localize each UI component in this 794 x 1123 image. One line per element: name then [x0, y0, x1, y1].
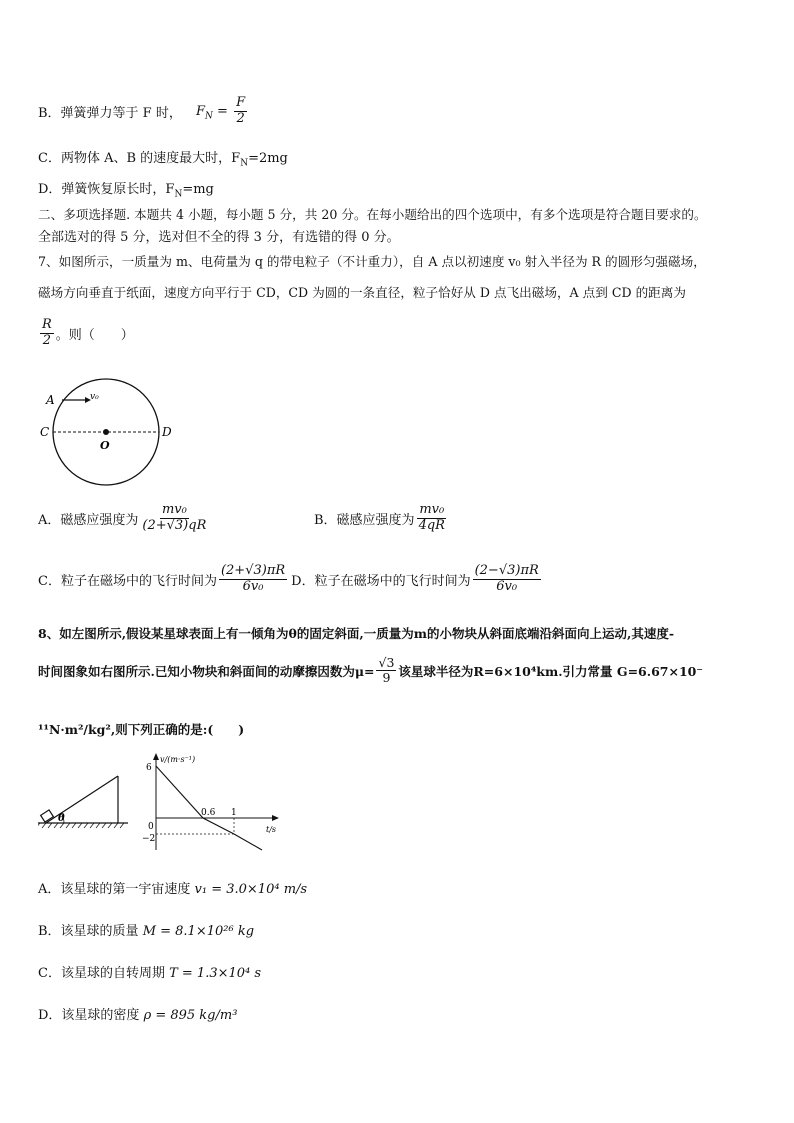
- q6-option-b-lhs: F: [195, 103, 206, 119]
- label-c: C: [40, 425, 50, 439]
- q8-stem-line1: 8、如左图所示,假设某星球表面上有一倾角为θ的固定斜面,一质量为m的小物块从斜面底端沿斜面向上运动,其速度-: [38, 626, 675, 641]
- graph-x-tick-1: 1: [231, 808, 237, 818]
- q8-velocity-time-graph: [140, 752, 280, 856]
- q8-mu-fraction: [376, 656, 396, 686]
- q7-frac-num: R: [42, 317, 52, 332]
- q6-option-c-rest: =2mg: [248, 151, 288, 166]
- q8-option-c-label: C．该星球的自转周期: [38, 966, 170, 981]
- q7-option-b-num: mv₀: [419, 502, 445, 517]
- q8-stem-line2: [38, 656, 703, 686]
- q7-option-c-num: (2+√3)πR: [220, 563, 286, 578]
- q7-frac-den: 2: [42, 332, 52, 348]
- q8-option-a-label: A．该星球的第一宇宙速度: [38, 882, 195, 897]
- q8-option-a-math: v₁ = 3.0×10⁴ m/s: [194, 882, 308, 897]
- label-o: O: [100, 439, 110, 452]
- q8-option-b: [38, 920, 254, 939]
- label-a: A: [46, 393, 55, 407]
- graph-y-tick-neg2: −2: [142, 834, 156, 844]
- q6-option-b: [38, 96, 249, 127]
- q7-option-d-num: (2−√3)πR: [474, 563, 539, 578]
- graph-x-tick-06: 0.6: [201, 808, 216, 818]
- block: [41, 810, 54, 822]
- q7-stem-line1: 7、如图所示，一质量为 m、电荷量为 q 的带电粒子（不计重力），自 A 点以初速度 v₀ 射入半径为 R 的圆形匀强磁场，: [38, 254, 706, 269]
- q8-option-d-math: ρ = 895 kg/m³: [143, 1008, 238, 1023]
- graph-y-tick-6: 6: [146, 763, 152, 773]
- q6-option-d-rest: =mg: [182, 182, 214, 197]
- q7-option-c-d: [38, 564, 543, 595]
- q6-option-c-label: C．两物体 A、B 的速度最大时，F: [38, 151, 241, 166]
- q6-option-b-den: 2: [236, 110, 245, 126]
- section2-line1: 二、多项选择题. 本题共 4 小题，每小题 5 分，共 20 分。在每小题给出的四个选项中，有多个选项是符合题目要求的。: [38, 207, 707, 222]
- q8-stem-line2b: 该星球半径为R=6×10⁴km.引力常量 G=6.67×10⁻: [398, 663, 703, 679]
- q8-option-c: [38, 962, 261, 981]
- graph-y-arrow: [153, 753, 159, 760]
- q7-stem-tail: 。则（ ）: [55, 327, 134, 343]
- q8-option-a: [38, 878, 307, 897]
- q7-option-b-den: 4qR: [418, 517, 445, 533]
- q7-magnetic-field-figure: [38, 375, 178, 495]
- q8-stem-line2a: 时间图象如右图所示.已知小物块和斜面间的动摩擦因数为μ=: [38, 663, 375, 679]
- q7-option-d-fraction: [473, 564, 541, 595]
- label-v0: v₀: [90, 392, 99, 402]
- q7-option-b-label: B．磁感应强度为: [314, 512, 415, 528]
- q8-option-d-label: D．该星球的密度: [38, 1008, 144, 1023]
- ground-hatching: [38, 823, 124, 828]
- theta-label: θ: [58, 813, 65, 824]
- q7-option-a-den: (2+√3)qR: [142, 517, 207, 533]
- center-point-o: [103, 429, 109, 435]
- graph-x-label: t/s: [266, 825, 277, 834]
- q8-option-b-label: B．该星球的质量: [38, 924, 143, 939]
- q7-option-c-den: 6v₀: [242, 578, 264, 594]
- q6-option-b-lhs-sub: N: [205, 111, 213, 122]
- q7-option-d-label: D．粒子在磁场中的飞行时间为: [291, 573, 471, 589]
- q7-option-a-label: A．磁感应强度为: [38, 512, 139, 528]
- q7-option-c-fraction: [219, 564, 287, 595]
- q7-option-b-fraction: [417, 503, 447, 534]
- q6-option-b-num: F: [236, 95, 246, 110]
- q6-option-b-label: B．弹簧弹力等于 F 时，: [38, 105, 182, 121]
- q7-option-c-label: C．粒子在磁场中的飞行时间为: [38, 573, 217, 589]
- q6-option-c: [38, 147, 288, 169]
- graph-y-label: v/(m·s⁻¹): [160, 755, 196, 764]
- graph-x-arrow: [272, 815, 279, 821]
- graph-y-tick-0: 0: [148, 822, 154, 832]
- q8-option-d: [38, 1004, 237, 1023]
- q6-option-d: [38, 178, 214, 200]
- q8-mu-den: 9: [382, 670, 391, 686]
- q7-option-b: [314, 503, 449, 534]
- label-d: D: [162, 425, 172, 439]
- q8-stem-line3: ¹¹N·m²/kg²,则下列正确的是:( ): [38, 722, 245, 737]
- q7-option-d-den: 6v₀: [496, 578, 518, 594]
- q7-option-a-fraction: [140, 503, 208, 534]
- q8-option-b-math: M = 8.1×10²⁶ kg: [142, 924, 255, 939]
- q8-option-c-math: T = 1.3×10⁴ s: [169, 966, 262, 981]
- q7-stem-line2: 磁场方向垂直于纸面，速度方向平行于 CD，CD 为圆的一条直径，粒子恰好从 D 点飞出磁场，A 点到 CD 的距离为: [38, 285, 686, 300]
- q6-option-b-eq: =: [212, 103, 233, 119]
- q7-option-a-num: mv₀: [161, 502, 187, 517]
- q6-option-d-label: D．弹簧恢复原长时，F: [38, 182, 175, 197]
- incline-slope: [46, 776, 118, 823]
- q8-incline-figure: [38, 768, 138, 834]
- q7-option-a: [38, 503, 210, 534]
- q6-option-c-sub: N: [240, 158, 249, 169]
- q8-mu-num: √3: [378, 655, 395, 670]
- section2-line2: 全部选对的得 5 分，选对但不全的得 3 分，有选错的得 0 分。: [38, 230, 400, 245]
- q7-stem-line3: [38, 318, 134, 349]
- q6-option-d-sub: N: [174, 189, 183, 200]
- q7-distance-fraction: [40, 318, 54, 349]
- q6-option-b-fraction: [234, 96, 247, 127]
